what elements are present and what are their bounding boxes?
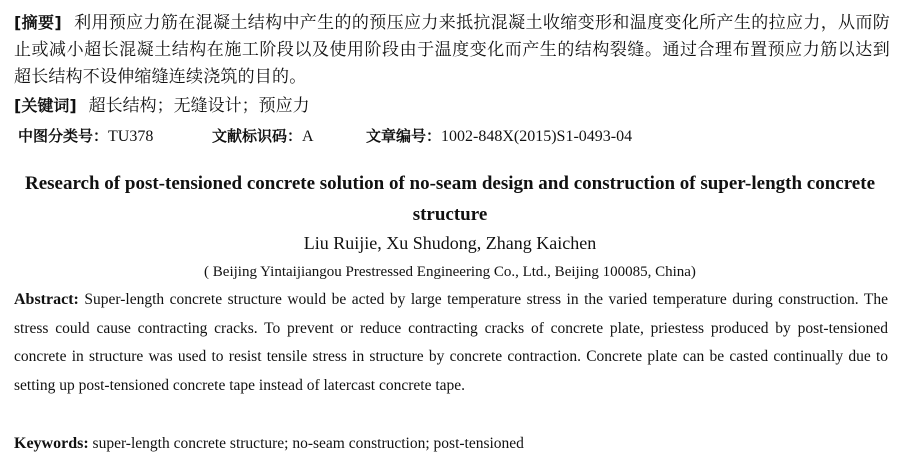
english-keywords [14,430,888,458]
article-number-label: 文章编号： [366,127,442,145]
english-keywords-text: super-length concrete structure; no-seam construction; post-tensioned [92,435,524,452]
chinese-abstract-label: [摘要] [14,13,62,32]
chinese-abstract-text: 利用预应力筋在混凝土结构中产生的的预压应力来抵抗混凝土收缩变形和温度变化所产生的拉应力，从而防止或减小超长混凝土结构在施工阶段以及使用阶段由于温度变化而产生的结构裂缝。通过合理布置预应力筋以达到超长结构不设伸缩缝连续浇筑的目的。 [14,13,890,87]
english-abstract-label: Abstract: [14,291,79,308]
english-abstract [14,286,888,400]
english-abstract-text: Super-length concrete structure would be acted by large temperature stress in the varied temperature during construction. The stress could cause contracting cracks. To prevent or reduce contracting cracks of concrete plate, priestess produced by post-tensioned concrete in structure was used to resist tensile stress in structure by concrete contraction. Concrete plate can be casted continually due to setting up post-tensioned concrete tape instead of latercast concrete tape. [14,291,888,394]
document-code-value: A [302,128,314,145]
chinese-keywords-text: 超长结构；无缝设计；预应力 [88,96,310,116]
chinese-keywords-label: [关键词] [14,96,77,115]
document-code [212,123,314,150]
article-meta [18,123,890,149]
clc-number-label: 中图分类号： [18,127,109,145]
english-title: Research of post-tensioned concrete solution of no-seam design and construction of super-length concrete structure [24,173,876,225]
clc-number-value: TU378 [108,128,154,145]
english-affiliation: ( Beijing Yintaijiangou Prestressed Engineering Co., Ltd., Beijing 100085, China) [204,264,696,280]
clc-number [18,123,153,150]
chinese-abstract [14,9,890,91]
english-keywords-label: Keywords: [14,435,89,452]
chinese-keywords [14,93,890,119]
article-number-value: 1002-848X(2015)S1-0493-04 [441,128,633,145]
article-number [366,123,632,150]
document-code-label: 文献标识码： [212,127,303,145]
english-authors: Liu Ruijie, Xu Shudong, Zhang Kaichen [303,233,597,253]
